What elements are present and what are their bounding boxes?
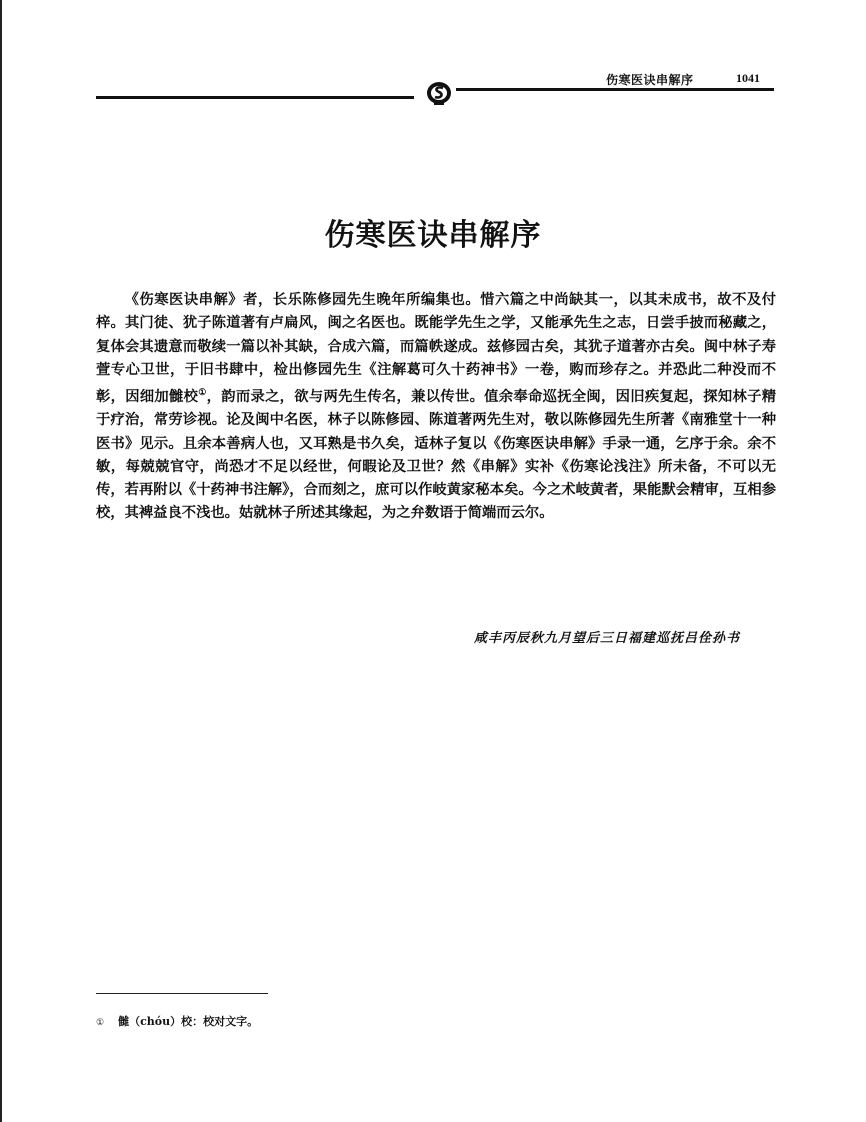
paragraph-text-part2: ，韵而录之，欲与两先生传名，兼以传世。值余奉命巡抚全闽，因旧疾复起，探知林子精于疗治，常劳诊视。论及闽中名医，林子以陈修园、陈道著两先生对，敬以陈修园先生所著《南雅堂十一种医书》见示。且余本善病人也，又耳熟是书久矣，适林子复以《伤寒医诀串解》手录一通，乞序于余。余不敏，每兢兢官守，尚恐才不足以经世，何暇论及卫世？然《串解》实补《伤寒论浅注》所未备，不可以无传，若再附以《十药神书注解》，合而刻之，庶可以作岐黄家秘本矣。今之术岐黄者，果能默会精审，互相参校，其裨益良不浅也。姑就林子所述其缘起，为之弁数语于简端而云尔。 xyxy=(96,388,776,522)
page-left-edge xyxy=(0,0,2,1122)
footnote-text: 雠（chóu）校：校对文字。 xyxy=(118,1015,259,1028)
preface-body xyxy=(96,289,776,526)
footnote-reference: ① xyxy=(198,388,207,399)
running-header-title: 伤寒医诀串解序 xyxy=(606,73,694,87)
publisher-logo-icon xyxy=(424,80,454,106)
page-number: 1041 xyxy=(736,71,760,85)
document-title: 伤寒医诀串解序 xyxy=(324,218,542,253)
header-rule-right xyxy=(456,88,774,91)
header-rule-left xyxy=(96,96,414,99)
signature-line: 咸丰丙辰秋九月望后三日福建巡抚吕佺孙书 xyxy=(473,631,740,646)
footnote xyxy=(96,1013,258,1029)
footnote-mark: ① xyxy=(96,1018,105,1028)
preface-paragraph xyxy=(96,289,776,526)
paragraph-text-part1: 《伤寒医诀串解》者，长乐陈修园先生晚年所编集也。惜六篇之中尚缺其一，以其未成书，故不及付梓。其门徒、犹子陈道著有卢扁风，闽之名医也。既能学先生之学，又能承先生之志，日尝手披而秘藏之，复体会其遗意而敬续一篇以补其缺，合成六篇，而篇帙遂成。兹修园古矣，其犹子道著亦古矣。闽中林子寿萱专心卫世，于旧书肆中，检出修园先生《注解葛可久十药神书》一卷，购而珍存之。并恐此二种没而不彰，因细加雠校 xyxy=(96,292,776,405)
footnote-divider xyxy=(96,993,268,994)
